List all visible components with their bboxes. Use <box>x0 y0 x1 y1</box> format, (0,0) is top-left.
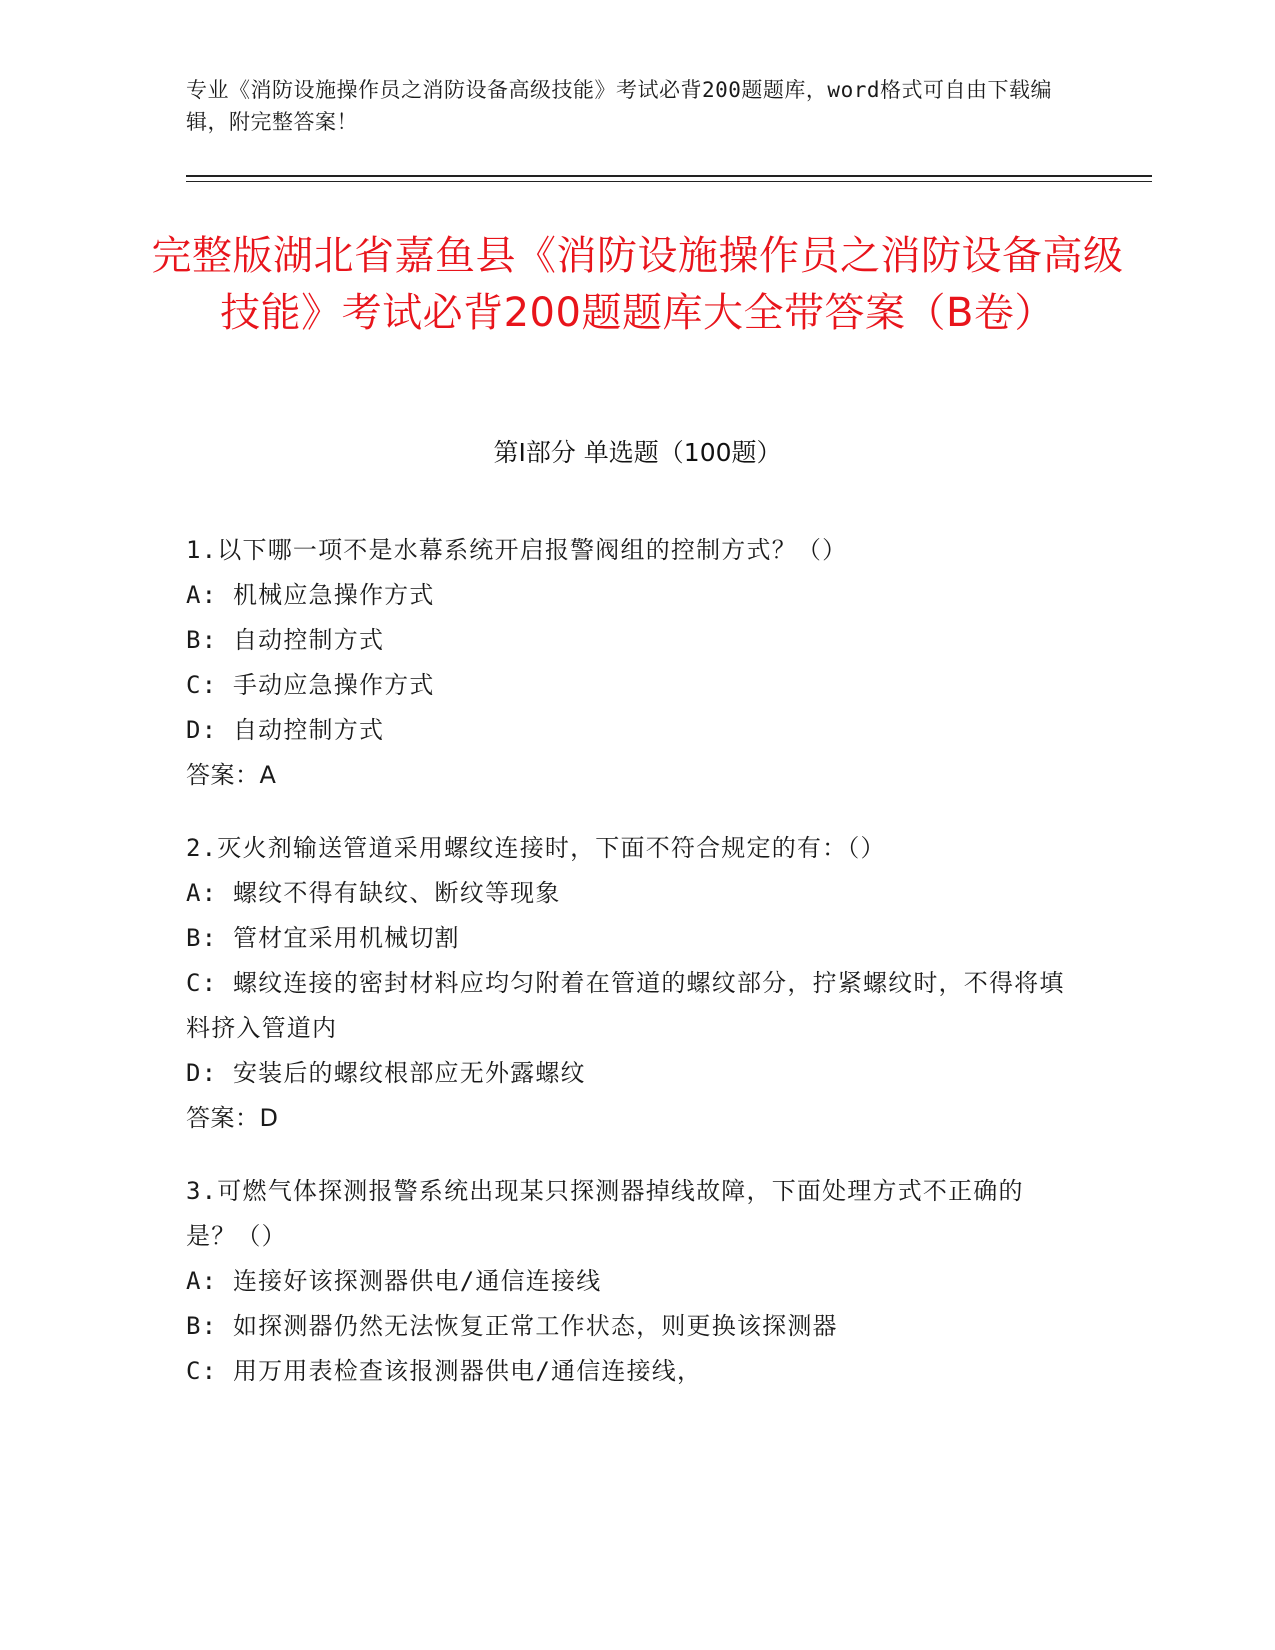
question-stem: 3.可燃气体探测报警系统出现某只探测器掉线故障，下面处理方式不正确的是？（） <box>186 1177 1024 1250</box>
option-b: B: 如探测器仍然无法恢复正常工作状态，则更换该探测器 <box>186 1312 838 1340</box>
question-stem: 1.以下哪一项不是水幕系统开启报警阀组的控制方式？（） <box>186 536 848 564</box>
option-c: C: 螺纹连接的密封材料应均匀附着在管道的螺纹部分，拧紧螺纹时，不得将填料挤入管道内 <box>186 969 1065 1042</box>
document-title: 完整版湖北省嘉鱼县《消防设施操作员之消防设备高级技能》考试必背200题题库大全带答案（B卷） <box>151 233 1124 336</box>
option-a: A: 机械应急操作方式 <box>186 581 435 609</box>
option-b: B: 自动控制方式 <box>186 626 385 654</box>
answer: 答案：D <box>186 1104 279 1132</box>
question-list <box>186 528 1066 1422</box>
header-rule-thin <box>186 181 1152 182</box>
question-2 <box>186 826 1066 1141</box>
section-heading: 第Ⅰ部分 单选题（100题） <box>493 438 782 467</box>
option-c: C: 手动应急操作方式 <box>186 671 435 699</box>
question-1 <box>186 528 1066 798</box>
option-d: D: 自动控制方式 <box>186 716 385 744</box>
option-d: D: 安装后的螺纹根部应无外露螺纹 <box>186 1059 586 1087</box>
question-stem: 2.灭火剂输送管道采用螺纹连接时，下面不符合规定的有：（） <box>186 834 886 862</box>
option-b: B: 管材宜采用机械切割 <box>186 924 460 952</box>
option-c: C: 用万用表检查该报测器供电/通信连接线， <box>186 1357 703 1385</box>
header-rule-thick <box>186 175 1152 177</box>
option-a: A: 连接好该探测器供电/通信连接线 <box>186 1267 602 1295</box>
answer: 答案：A <box>186 761 277 789</box>
question-3 <box>186 1169 1066 1394</box>
option-a: A: 螺纹不得有缺纹、断纹等现象 <box>186 879 561 907</box>
header-note: 专业《消防设施操作员之消防设备高级技能》考试必背200题题库，word格式可自由下载编辑，附完整答案！ <box>186 78 1052 134</box>
